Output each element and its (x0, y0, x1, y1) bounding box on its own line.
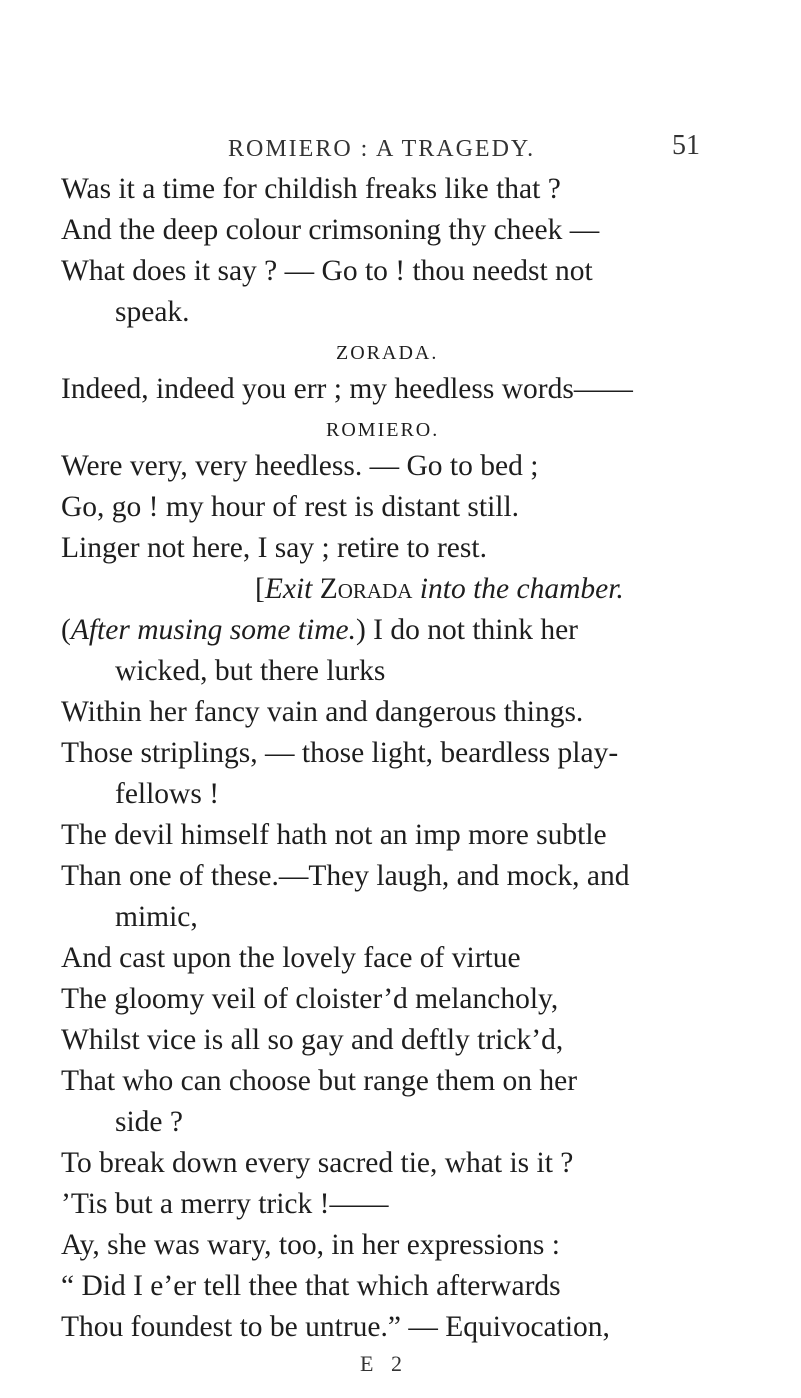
verse-line-continuation: mimic, (115, 901, 198, 933)
verse-line: Indeed, indeed you err ; my heedless words—— (61, 373, 633, 405)
verse-line: Go, go ! my hour of rest is distant still. (61, 491, 520, 523)
verse-line: Whilst vice is all so gay and deftly trick’d, (61, 1024, 564, 1056)
verse-line-continuation: fellows ! (115, 778, 220, 810)
musing-direction: After musing some time. (70, 614, 356, 646)
verse-line: “ Did I e’er tell thee that which afterwards (61, 1270, 561, 1302)
verse-line: And the deep colour crimsoning thy cheek — (61, 214, 600, 246)
verse-line-continuation: wicked, but there lurks (115, 655, 386, 687)
verse-line: Within her fancy vain and dangerous things. (61, 696, 584, 728)
verse-line: Thou foundest to be untrue.” — Equivocation, (61, 1311, 610, 1343)
verse-line: Were very, very heedless. — Go to bed ; (61, 450, 539, 482)
verse-line: That who can choose but range them on her (61, 1065, 578, 1097)
musing-open: ( (61, 614, 71, 646)
stage-direction (255, 572, 624, 606)
verse-line: What does it say ? — Go to ! thou needst not (61, 255, 593, 287)
verse-line: The devil himself hath not an imp more subtle (61, 819, 607, 851)
musing-close: ) (355, 614, 366, 646)
verse-line-continuation: side ? (115, 1106, 183, 1138)
stage-character: Zorada (319, 573, 413, 605)
verse-line: ’Tis but a merry trick !—— (61, 1188, 389, 1220)
verse-line: Ay, she was wary, too, in her expressions : (61, 1229, 560, 1261)
speaker-name: ROMIERO. (326, 419, 440, 441)
verse-line: Linger not here, I say ; retire to rest. (61, 532, 487, 564)
stage-rest: into the chamber. (419, 573, 624, 605)
verse-line: The gloomy veil of cloister’d melancholy, (61, 983, 559, 1015)
page-number: 51 (672, 130, 700, 161)
speaker-name: ZORADA. (336, 342, 439, 364)
stage-exit: Exit (264, 573, 313, 605)
musing-after: I do not think her (365, 614, 579, 646)
verse-line: Than one of these.—They laugh, and mock, and (61, 860, 630, 892)
verse-line: Those striplings, — those light, beardless play- (61, 737, 619, 769)
running-head: ROMIERO : A TRAGEDY. (228, 136, 536, 162)
signature-mark: E 2 (360, 1351, 408, 1376)
verse-line: Was it a time for childish freaks like that ? (61, 173, 561, 205)
verse-line-continuation: speak. (115, 296, 190, 328)
verse-line: To break down every sacred tie, what is it ? (61, 1147, 574, 1179)
verse-line: And cast upon the lovely face of virtue (61, 942, 521, 974)
verse-line-with-direction (61, 613, 578, 647)
stage-bracket: [ (255, 573, 265, 605)
